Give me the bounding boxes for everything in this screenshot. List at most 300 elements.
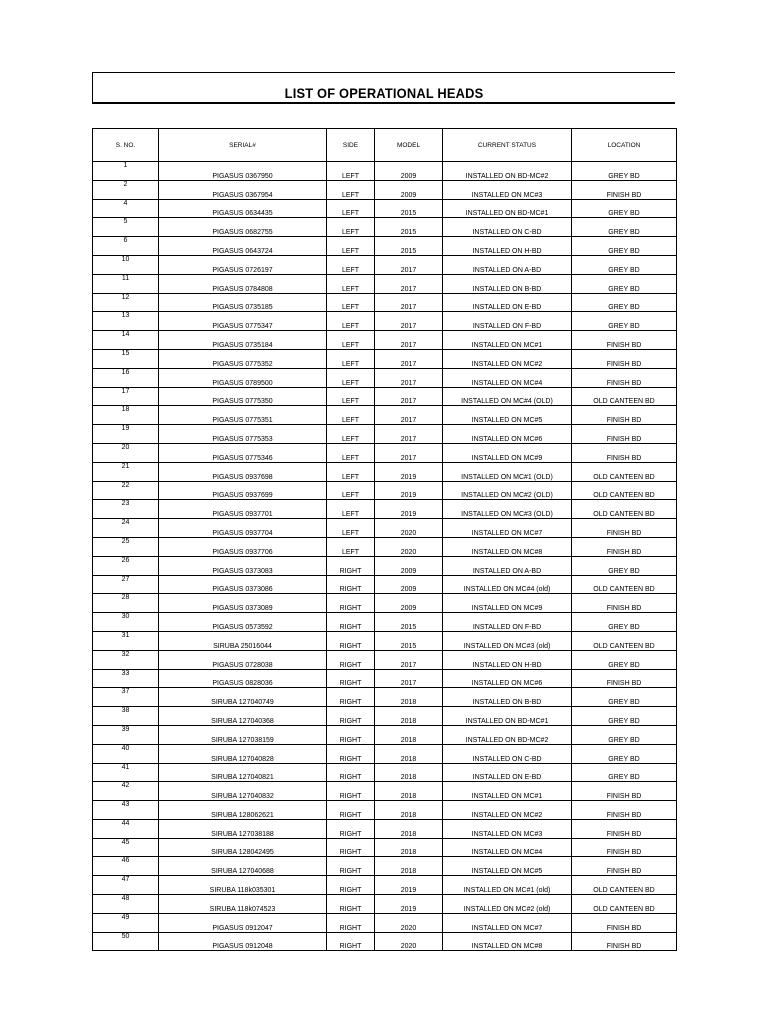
table-row (93, 218, 677, 237)
cell-sno: 41 (93, 763, 159, 782)
cell-location: OLD CANTEEN BD (572, 481, 677, 500)
cell-model: 2015 (375, 237, 443, 256)
cell-side: LEFT (327, 462, 375, 481)
cell-current-status: INSTALLED ON A-BD (443, 556, 572, 575)
cell-side: LEFT (327, 237, 375, 256)
table-row (93, 500, 677, 519)
cell-model: 2017 (375, 349, 443, 368)
cell-location: FINISH BD (572, 537, 677, 556)
cell-serial: SIRUBA 127040832 (159, 782, 327, 801)
cell-sno: 15 (93, 349, 159, 368)
cell-side: RIGHT (327, 857, 375, 876)
cell-side: LEFT (327, 387, 375, 406)
cell-location: FINISH BD (572, 594, 677, 613)
cell-model: 2020 (375, 932, 443, 951)
cell-current-status: INSTALLED ON MC#1 (old) (443, 876, 572, 895)
cell-sno: 50 (93, 932, 159, 951)
cell-serial: SIRUBA 25016044 (159, 631, 327, 650)
cell-side: LEFT (327, 349, 375, 368)
cell-sno: 13 (93, 312, 159, 331)
cell-serial: PIGASUS 0367950 (159, 162, 327, 181)
cell-sno: 17 (93, 387, 159, 406)
cell-model: 2017 (375, 387, 443, 406)
table-row (93, 707, 677, 726)
cell-model: 2017 (375, 255, 443, 274)
cell-sno: 25 (93, 537, 159, 556)
cell-serial: PIGASUS 0937701 (159, 500, 327, 519)
cell-current-status: INSTALLED ON MC#3 (old) (443, 631, 572, 650)
table-row (93, 631, 677, 650)
cell-serial: SIRUBA 127040368 (159, 707, 327, 726)
cell-location: FINISH BD (572, 180, 677, 199)
cell-current-status: INSTALLED ON MC#6 (443, 669, 572, 688)
table-row (93, 481, 677, 500)
cell-sno: 18 (93, 406, 159, 425)
table-row (93, 293, 677, 312)
cell-serial: SIRUBA 127038159 (159, 725, 327, 744)
cell-serial: PIGASUS 0775350 (159, 387, 327, 406)
table-row (93, 819, 677, 838)
cell-serial: SIRUBA 127038188 (159, 819, 327, 838)
table-row (93, 237, 677, 256)
cell-serial: PIGASUS 0937704 (159, 519, 327, 538)
cell-model: 2015 (375, 613, 443, 632)
cell-location: FINISH BD (572, 443, 677, 462)
cell-sno: 5 (93, 218, 159, 237)
cell-current-status: INSTALLED ON C-BD (443, 218, 572, 237)
table-row (93, 425, 677, 444)
cell-side: RIGHT (327, 725, 375, 744)
cell-location: FINISH BD (572, 406, 677, 425)
cell-model: 2017 (375, 331, 443, 350)
cell-sno: 12 (93, 293, 159, 312)
table-row (93, 368, 677, 387)
cell-location: OLD CANTEEN BD (572, 876, 677, 895)
cell-side: RIGHT (327, 631, 375, 650)
table-row (93, 255, 677, 274)
cell-side: LEFT (327, 425, 375, 444)
cell-side: LEFT (327, 537, 375, 556)
cell-side: LEFT (327, 481, 375, 500)
cell-serial: PIGASUS 0573592 (159, 613, 327, 632)
cell-sno: 28 (93, 594, 159, 613)
cell-location: FINISH BD (572, 425, 677, 444)
cell-model: 2018 (375, 763, 443, 782)
cell-sno: 31 (93, 631, 159, 650)
cell-sno: 20 (93, 443, 159, 462)
cell-serial: PIGASUS 0726197 (159, 255, 327, 274)
cell-location: OLD CANTEEN BD (572, 500, 677, 519)
cell-location: GREY BD (572, 218, 677, 237)
table-row (93, 387, 677, 406)
cell-side: RIGHT (327, 895, 375, 914)
cell-serial: PIGASUS 0775351 (159, 406, 327, 425)
cell-current-status: INSTALLED ON MC#3 (443, 180, 572, 199)
cell-model: 2018 (375, 688, 443, 707)
cell-sno: 14 (93, 331, 159, 350)
cell-side: RIGHT (327, 707, 375, 726)
cell-sno: 4 (93, 199, 159, 218)
cell-serial: SIRUBA 127040821 (159, 763, 327, 782)
cell-serial: SIRUBA 118k035301 (159, 876, 327, 895)
cell-current-status: INSTALLED ON E-BD (443, 293, 572, 312)
cell-sno: 23 (93, 500, 159, 519)
cell-serial: PIGASUS 0912048 (159, 932, 327, 951)
cell-current-status: INSTALLED ON MC#4 (OLD) (443, 387, 572, 406)
table-body (93, 162, 677, 951)
table-row (93, 838, 677, 857)
cell-serial: PIGASUS 0937706 (159, 537, 327, 556)
cell-model: 2017 (375, 406, 443, 425)
table-row (93, 932, 677, 951)
cell-side: LEFT (327, 500, 375, 519)
table-row (93, 331, 677, 350)
cell-sno: 49 (93, 913, 159, 932)
cell-model: 2019 (375, 481, 443, 500)
cell-location: FINISH BD (572, 519, 677, 538)
cell-serial: PIGASUS 0682755 (159, 218, 327, 237)
cell-current-status: INSTALLED ON MC#9 (443, 594, 572, 613)
cell-serial: PIGASUS 0775346 (159, 443, 327, 462)
cell-model: 2009 (375, 575, 443, 594)
cell-sno: 32 (93, 650, 159, 669)
cell-sno: 46 (93, 857, 159, 876)
operational-heads-table (92, 128, 677, 951)
cell-model: 2017 (375, 312, 443, 331)
cell-location: FINISH BD (572, 932, 677, 951)
cell-current-status: INSTALLED ON MC#1 (443, 331, 572, 350)
cell-model: 2015 (375, 199, 443, 218)
title-box (92, 72, 675, 104)
cell-location: FINISH BD (572, 857, 677, 876)
cell-sno: 27 (93, 575, 159, 594)
cell-serial: PIGASUS 0937698 (159, 462, 327, 481)
cell-model: 2020 (375, 519, 443, 538)
cell-model: 2015 (375, 218, 443, 237)
cell-sno: 30 (93, 613, 159, 632)
header-sno: S. NO. (93, 129, 159, 162)
table-row (93, 443, 677, 462)
cell-location: FINISH BD (572, 913, 677, 932)
cell-location: GREY BD (572, 763, 677, 782)
cell-location: GREY BD (572, 613, 677, 632)
table-row (93, 688, 677, 707)
cell-model: 2020 (375, 913, 443, 932)
cell-current-status: INSTALLED ON F-BD (443, 613, 572, 632)
cell-model: 2018 (375, 707, 443, 726)
cell-side: LEFT (327, 331, 375, 350)
cell-location: OLD CANTEEN BD (572, 387, 677, 406)
cell-location: GREY BD (572, 650, 677, 669)
cell-location: FINISH BD (572, 669, 677, 688)
cell-serial: PIGASUS 0373086 (159, 575, 327, 594)
cell-current-status: INSTALLED ON MC#2 (443, 349, 572, 368)
cell-current-status: INSTALLED ON MC#2 (OLD) (443, 481, 572, 500)
cell-current-status: INSTALLED ON C-BD (443, 744, 572, 763)
cell-side: RIGHT (327, 594, 375, 613)
table-row (93, 744, 677, 763)
cell-current-status: INSTALLED ON H-BD (443, 650, 572, 669)
cell-current-status: INSTALLED ON MC#3 (443, 819, 572, 838)
cell-current-status: INSTALLED ON MC#8 (443, 932, 572, 951)
cell-side: RIGHT (327, 838, 375, 857)
table-row (93, 312, 677, 331)
cell-model: 2017 (375, 293, 443, 312)
table-row (93, 162, 677, 181)
cell-sno: 45 (93, 838, 159, 857)
cell-serial: PIGASUS 0784808 (159, 274, 327, 293)
cell-model: 2018 (375, 819, 443, 838)
table-row (93, 876, 677, 895)
table-row (93, 594, 677, 613)
cell-side: LEFT (327, 255, 375, 274)
cell-serial: SIRUBA 127040828 (159, 744, 327, 763)
cell-serial: PIGASUS 0937699 (159, 481, 327, 500)
cell-side: RIGHT (327, 932, 375, 951)
cell-sno: 38 (93, 707, 159, 726)
table-row (93, 349, 677, 368)
cell-location: GREY BD (572, 556, 677, 575)
cell-model: 2018 (375, 725, 443, 744)
cell-sno: 39 (93, 725, 159, 744)
header-current-status: CURRENT STATUS (443, 129, 572, 162)
cell-serial: PIGASUS 0912047 (159, 913, 327, 932)
cell-model: 2017 (375, 443, 443, 462)
cell-model: 2017 (375, 368, 443, 387)
cell-model: 2019 (375, 895, 443, 914)
cell-location: FINISH BD (572, 368, 677, 387)
cell-model: 2019 (375, 876, 443, 895)
cell-side: LEFT (327, 406, 375, 425)
cell-current-status: INSTALLED ON A-BD (443, 255, 572, 274)
table-row (93, 180, 677, 199)
cell-side: RIGHT (327, 913, 375, 932)
header-location: LOCATION (572, 129, 677, 162)
cell-sno: 19 (93, 425, 159, 444)
cell-current-status: INSTALLED ON B-BD (443, 688, 572, 707)
cell-location: FINISH BD (572, 801, 677, 820)
cell-serial: PIGASUS 0775352 (159, 349, 327, 368)
cell-sno: 43 (93, 801, 159, 820)
table-row (93, 782, 677, 801)
cell-current-status: INSTALLED ON MC#4 (old) (443, 575, 572, 594)
cell-current-status: INSTALLED ON BD-MC#1 (443, 199, 572, 218)
page-title: LIST OF OPERATIONAL HEADS (284, 84, 484, 101)
cell-location: OLD CANTEEN BD (572, 895, 677, 914)
cell-location: FINISH BD (572, 838, 677, 857)
cell-side: RIGHT (327, 763, 375, 782)
cell-model: 2018 (375, 744, 443, 763)
cell-current-status: INSTALLED ON MC#6 (443, 425, 572, 444)
cell-sno: 40 (93, 744, 159, 763)
cell-sno: 47 (93, 876, 159, 895)
cell-sno: 2 (93, 180, 159, 199)
cell-location: OLD CANTEEN BD (572, 462, 677, 481)
cell-current-status: INSTALLED ON BD-MC#2 (443, 162, 572, 181)
table-row (93, 913, 677, 932)
cell-current-status: INSTALLED ON MC#8 (443, 537, 572, 556)
cell-model: 2017 (375, 274, 443, 293)
cell-side: LEFT (327, 218, 375, 237)
cell-serial: PIGASUS 0373089 (159, 594, 327, 613)
cell-current-status: INSTALLED ON MC#4 (443, 368, 572, 387)
cell-sno: 11 (93, 274, 159, 293)
cell-current-status: INSTALLED ON MC#5 (443, 857, 572, 876)
cell-serial: SIRUBA 128042495 (159, 838, 327, 857)
cell-current-status: INSTALLED ON MC#1 (OLD) (443, 462, 572, 481)
cell-model: 2009 (375, 180, 443, 199)
cell-serial: PIGASUS 0735184 (159, 331, 327, 350)
cell-serial: PIGASUS 0775347 (159, 312, 327, 331)
header-side: SIDE (327, 129, 375, 162)
cell-current-status: INSTALLED ON MC#2 (old) (443, 895, 572, 914)
cell-current-status: INSTALLED ON MC#9 (443, 443, 572, 462)
cell-sno: 10 (93, 255, 159, 274)
table-row (93, 406, 677, 425)
cell-model: 2015 (375, 631, 443, 650)
cell-location: FINISH BD (572, 331, 677, 350)
table-row (93, 725, 677, 744)
cell-model: 2018 (375, 801, 443, 820)
cell-current-status: INSTALLED ON MC#7 (443, 913, 572, 932)
table-row (93, 462, 677, 481)
cell-location: FINISH BD (572, 782, 677, 801)
cell-model: 2019 (375, 500, 443, 519)
cell-serial: PIGASUS 0643724 (159, 237, 327, 256)
cell-side: LEFT (327, 274, 375, 293)
cell-side: LEFT (327, 180, 375, 199)
table-row (93, 519, 677, 538)
cell-current-status: INSTALLED ON H-BD (443, 237, 572, 256)
cell-location: GREY BD (572, 162, 677, 181)
cell-location: GREY BD (572, 688, 677, 707)
cell-side: RIGHT (327, 556, 375, 575)
cell-location: GREY BD (572, 199, 677, 218)
cell-sno: 48 (93, 895, 159, 914)
cell-model: 2017 (375, 425, 443, 444)
cell-side: LEFT (327, 293, 375, 312)
cell-side: RIGHT (327, 575, 375, 594)
cell-serial: PIGASUS 0735185 (159, 293, 327, 312)
cell-sno: 22 (93, 481, 159, 500)
cell-side: LEFT (327, 368, 375, 387)
table-row (93, 895, 677, 914)
cell-sno: 37 (93, 688, 159, 707)
table-row (93, 613, 677, 632)
cell-current-status: INSTALLED ON MC#7 (443, 519, 572, 538)
cell-side: LEFT (327, 199, 375, 218)
cell-model: 2019 (375, 462, 443, 481)
cell-side: RIGHT (327, 801, 375, 820)
cell-serial: PIGASUS 0789500 (159, 368, 327, 387)
cell-side: RIGHT (327, 613, 375, 632)
cell-side: RIGHT (327, 650, 375, 669)
cell-serial: SIRUBA 118k074523 (159, 895, 327, 914)
cell-location: GREY BD (572, 274, 677, 293)
cell-side: RIGHT (327, 688, 375, 707)
cell-current-status: INSTALLED ON MC#1 (443, 782, 572, 801)
cell-serial: PIGASUS 0828036 (159, 669, 327, 688)
table-row (93, 537, 677, 556)
cell-serial: PIGASUS 0728038 (159, 650, 327, 669)
cell-current-status: INSTALLED ON MC#4 (443, 838, 572, 857)
cell-location: GREY BD (572, 707, 677, 726)
cell-sno: 26 (93, 556, 159, 575)
table-row (93, 650, 677, 669)
cell-serial: PIGASUS 0634435 (159, 199, 327, 218)
cell-current-status: INSTALLED ON E-BD (443, 763, 572, 782)
cell-side: RIGHT (327, 782, 375, 801)
table-row (93, 274, 677, 293)
table-row (93, 199, 677, 218)
cell-serial: SIRUBA 127040688 (159, 857, 327, 876)
cell-location: GREY BD (572, 744, 677, 763)
table-row (93, 801, 677, 820)
table-row (93, 857, 677, 876)
cell-serial: SIRUBA 128062621 (159, 801, 327, 820)
cell-model: 2018 (375, 857, 443, 876)
cell-current-status: INSTALLED ON BD-MC#1 (443, 707, 572, 726)
cell-side: LEFT (327, 162, 375, 181)
cell-location: FINISH BD (572, 349, 677, 368)
cell-location: GREY BD (572, 293, 677, 312)
cell-model: 2018 (375, 782, 443, 801)
cell-serial: PIGASUS 0373083 (159, 556, 327, 575)
cell-location: GREY BD (572, 725, 677, 744)
cell-serial: SIRUBA 127040749 (159, 688, 327, 707)
cell-model: 2020 (375, 537, 443, 556)
cell-location: OLD CANTEEN BD (572, 575, 677, 594)
cell-sno: 42 (93, 782, 159, 801)
cell-location: GREY BD (572, 312, 677, 331)
cell-sno: 1 (93, 162, 159, 181)
cell-side: LEFT (327, 443, 375, 462)
cell-location: FINISH BD (572, 819, 677, 838)
cell-current-status: INSTALLED ON MC#5 (443, 406, 572, 425)
header-model: MODEL (375, 129, 443, 162)
cell-current-status: INSTALLED ON F-BD (443, 312, 572, 331)
cell-serial: PIGASUS 0775353 (159, 425, 327, 444)
cell-sno: 16 (93, 368, 159, 387)
cell-current-status: INSTALLED ON B-BD (443, 274, 572, 293)
cell-location: GREY BD (572, 255, 677, 274)
cell-sno: 33 (93, 669, 159, 688)
table-row (93, 763, 677, 782)
cell-sno: 21 (93, 462, 159, 481)
cell-side: RIGHT (327, 744, 375, 763)
cell-current-status: INSTALLED ON BD-MC#2 (443, 725, 572, 744)
cell-sno: 24 (93, 519, 159, 538)
cell-location: OLD CANTEEN BD (572, 631, 677, 650)
cell-side: RIGHT (327, 669, 375, 688)
cell-sno: 6 (93, 237, 159, 256)
cell-current-status: INSTALLED ON MC#2 (443, 801, 572, 820)
cell-sno: 44 (93, 819, 159, 838)
cell-side: RIGHT (327, 876, 375, 895)
cell-current-status: INSTALLED ON MC#3 (OLD) (443, 500, 572, 519)
table-header-row (93, 129, 677, 162)
cell-model: 2009 (375, 594, 443, 613)
cell-side: RIGHT (327, 819, 375, 838)
cell-model: 2018 (375, 838, 443, 857)
header-serial: SERIAL# (159, 129, 327, 162)
cell-side: LEFT (327, 519, 375, 538)
table-row (93, 575, 677, 594)
cell-serial: PIGASUS 0367954 (159, 180, 327, 199)
table-row (93, 669, 677, 688)
cell-location: GREY BD (572, 237, 677, 256)
cell-side: LEFT (327, 312, 375, 331)
